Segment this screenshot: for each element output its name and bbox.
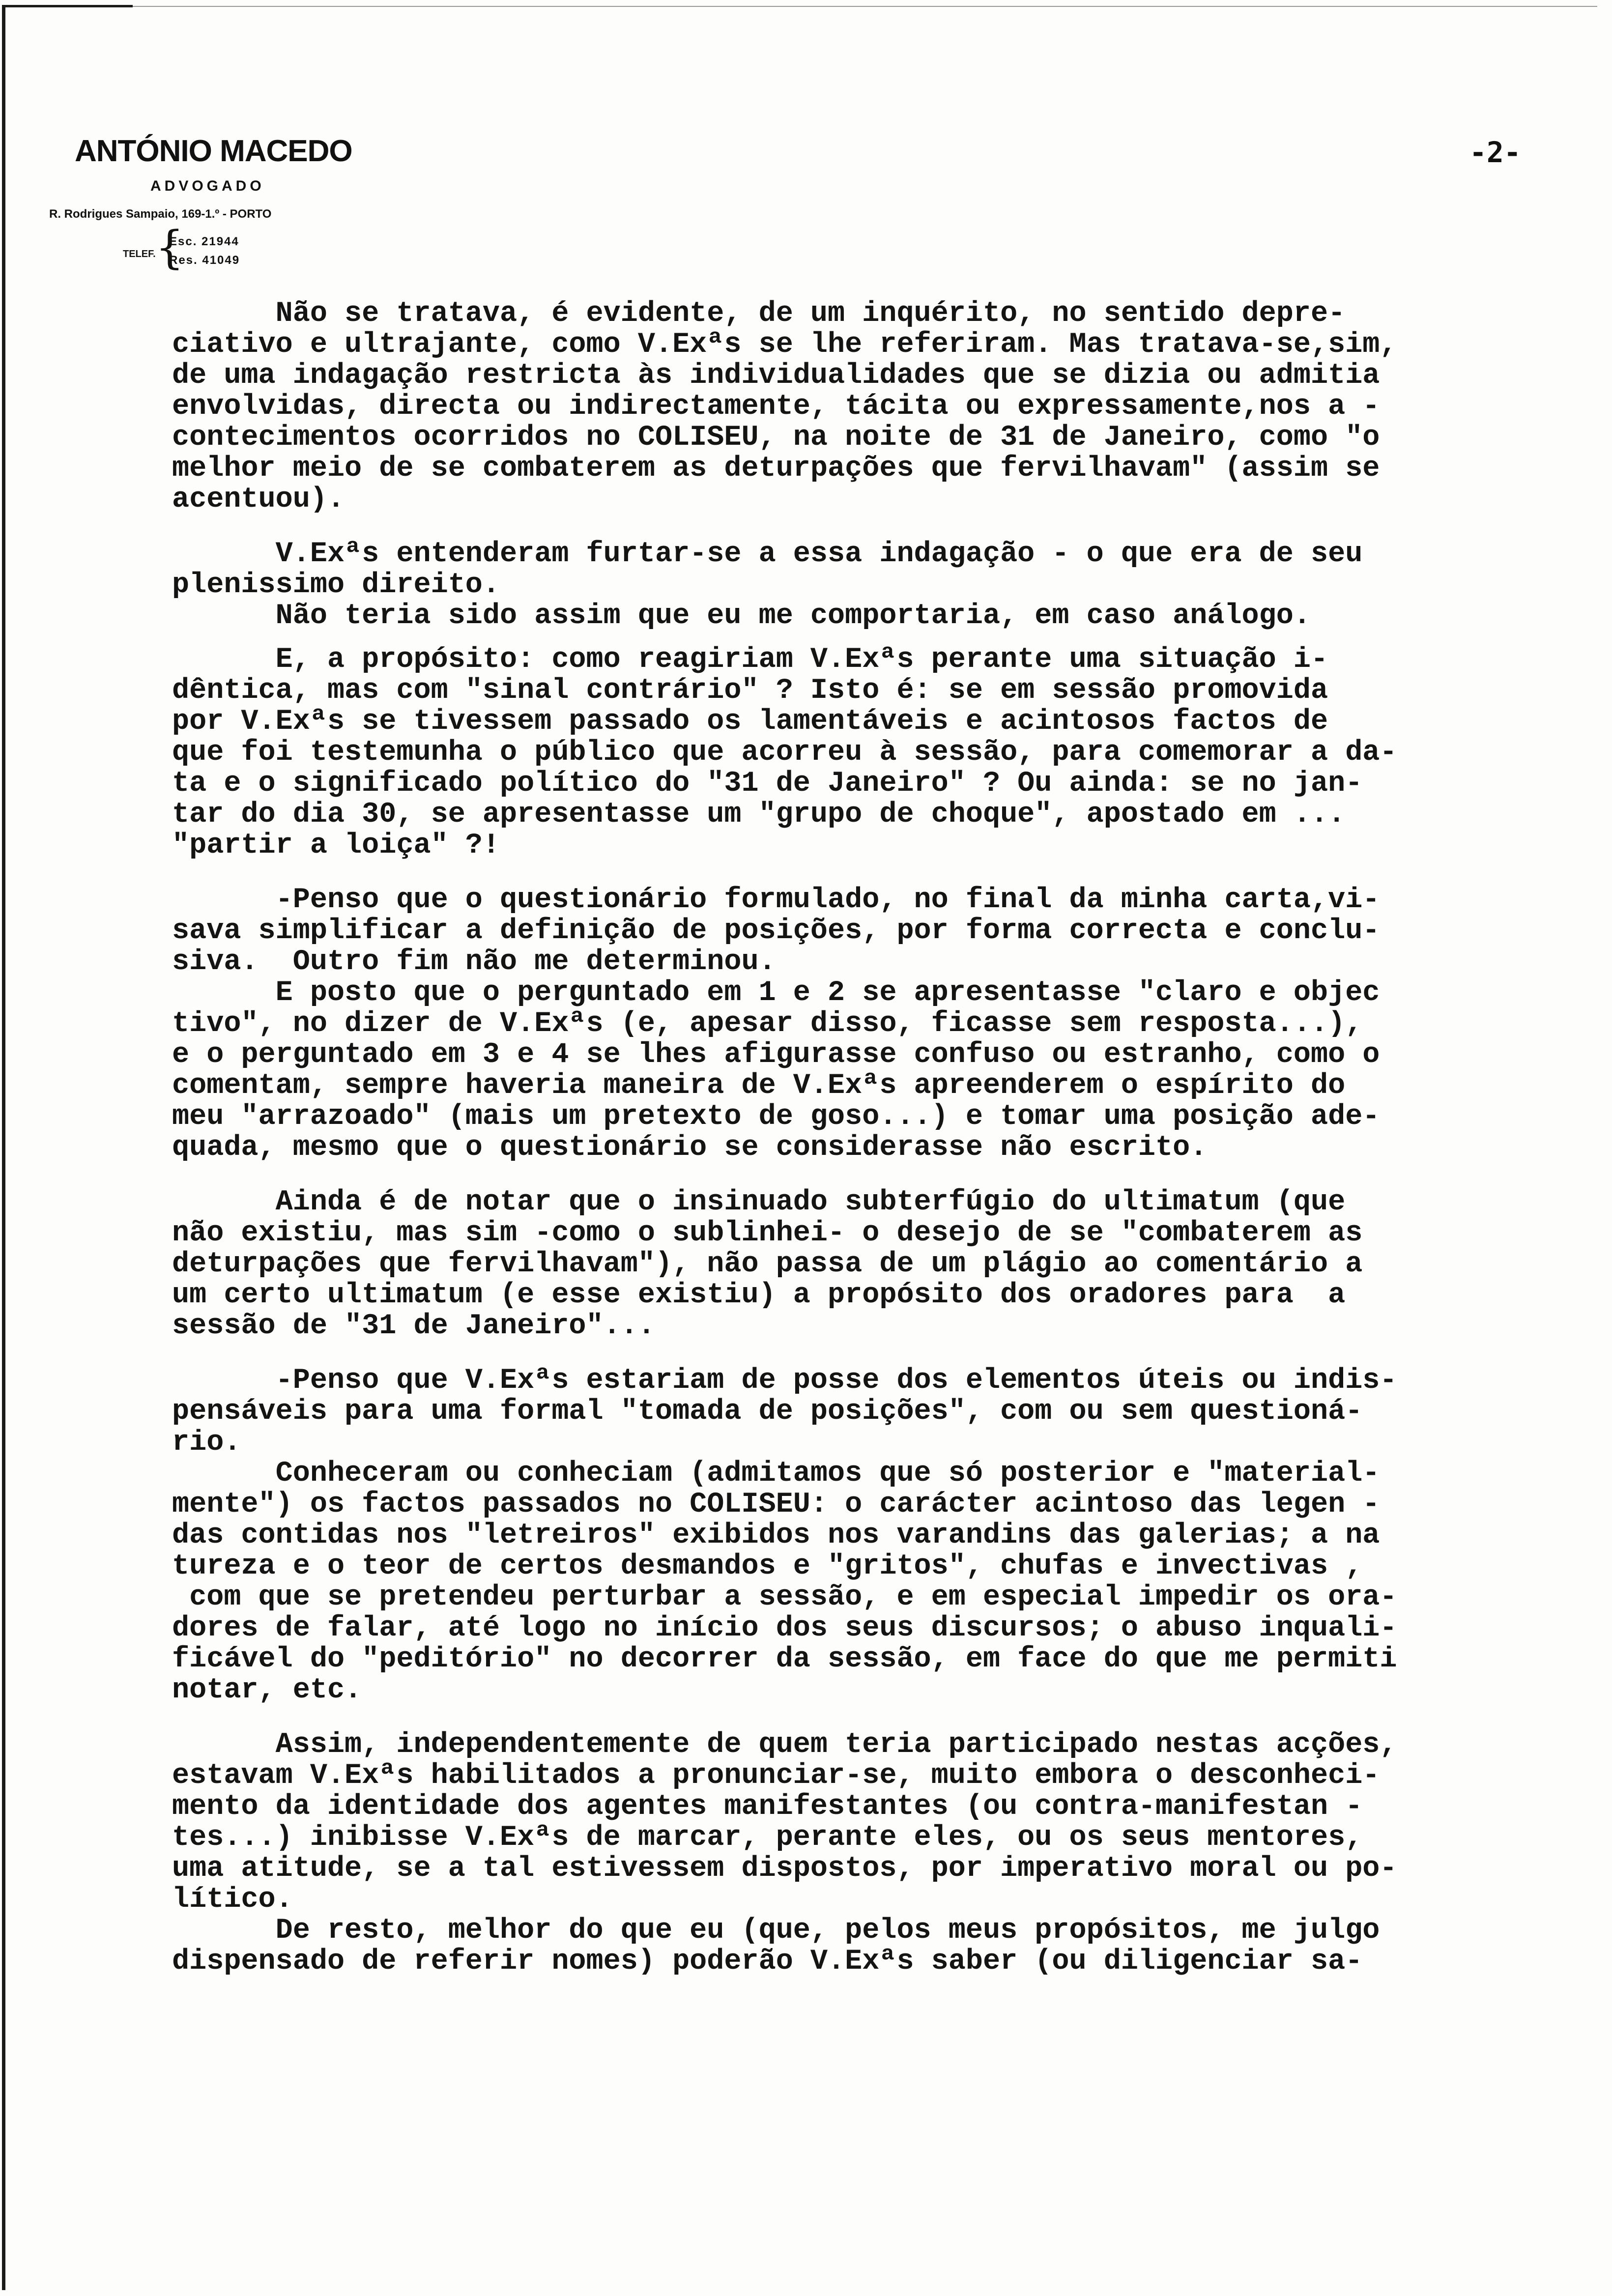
text-line: E, a propósito: como reagiriam V.Exªs perante uma situação i- (172, 643, 1328, 676)
page-edge-top (5, 5, 133, 7)
text-line: das contidas nos "letreiros" exibidos nos varandins das galerias; a na (172, 1519, 1380, 1551)
text-line: dispensado de referir nomes) poderão V.Exªs saber (ou diligenciar sa- (172, 1945, 1363, 1978)
text-line: -Penso que o questionário formulado, no final da minha carta,vi- (172, 883, 1380, 916)
page-number: -2- (1469, 136, 1521, 169)
text-line: tes...) inibisse V.Exªs de marcar, perante eles, ou os seus mentores, (172, 1821, 1363, 1854)
text-line: tar do dia 30, se apresentasse um "grupo de choque", apostado em ... (172, 798, 1346, 831)
text-line: dores de falar, até logo no início dos seus discursos; o abuso inquali- (172, 1611, 1397, 1644)
text-line: plenissimo direito. (172, 568, 500, 601)
letterhead-address: R. Rodrigues Sampaio, 169-1.º - PORTO (49, 207, 272, 221)
text-line: contecimentos ocorridos no COLISEU, na noite de 31 de Janeiro, como "o (172, 421, 1380, 454)
paragraph-spacer (172, 1705, 1583, 1729)
text-line: ciativo e ultrajante, como V.Exªs se lhe referiram. Mas tratava-se,sim, (172, 328, 1397, 361)
text-line: que foi testemunha o público que acorreu à sessão, para comemorar a da- (172, 736, 1397, 769)
text-line: acentuou). (172, 483, 345, 516)
letterhead-tel-office: Esc. 21944 (169, 235, 239, 248)
letterhead-tel-home: Res. 41049 (169, 254, 240, 267)
text-line: estavam V.Exªs habilitados a pronunciar-se, muito embora o desconheci- (172, 1759, 1380, 1792)
text-line: envolvidas, directa ou indirectamente, tácita ou expressamente,nos a - (172, 390, 1380, 423)
paragraph (172, 884, 1583, 1163)
text-line: deturpações que fervilhavam"), não passa de um plágio ao comentário a (172, 1247, 1363, 1280)
text-line: uma atitude, se a tal estivessem dispostos, por imperativo moral ou po- (172, 1852, 1397, 1885)
letter-body (172, 298, 1583, 1977)
text-line: sava simplificar a definição de posições, por forma correcta e conclu- (172, 914, 1380, 947)
brace-glyph: { (155, 221, 184, 274)
text-line: Não teria sido assim que eu me comportaria, em caso análogo. (172, 599, 1311, 632)
text-line: Ainda é de notar que o insinuado subterfúgio do ultimatum (que (172, 1185, 1346, 1218)
paragraph-spacer (172, 515, 1583, 538)
paragraph (172, 298, 1583, 515)
text-line: siva. Outro fim não me determinou. (172, 945, 776, 978)
text-line: dêntica, mas com "sinal contrário" ? Isto é: se em sessão promovida (172, 674, 1328, 707)
letterhead-tel-label: TELEF. (123, 249, 156, 259)
paragraph (172, 1186, 1583, 1341)
text-line: com que se pretendeu perturbar a sessão, e em especial impedir os ora- (172, 1580, 1397, 1613)
text-line: ficável do "peditório" no decorrer da sessão, em face do que me permiti (172, 1642, 1397, 1675)
text-line: e o perguntado em 3 e 4 se lhes afigurasse confuso ou estranho, como o (172, 1038, 1380, 1071)
text-line: E posto que o perguntado em 1 e 2 se apresentasse "claro e objec (172, 976, 1380, 1009)
page-edge-left (2, 5, 5, 2290)
text-line: de uma indagação restricta às individualidades que se dizia ou admitia (172, 359, 1380, 392)
text-line: comentam, sempre haveria maneira de V.Exªs apreenderem o espírito do (172, 1069, 1346, 1102)
text-line: por V.Exªs se tivessem passado os lamentáveis e acintosos factos de (172, 705, 1328, 738)
text-line: Conheceram ou conheciam (admitamos que só posterior e "material- (172, 1457, 1380, 1490)
letterhead-role: ADVOGADO (150, 178, 265, 194)
paragraph-spacer (172, 631, 1583, 644)
text-line: tivo", no dizer de V.Exªs (e, apesar disso, ficasse sem resposta...), (172, 1007, 1363, 1040)
text-line: Assim, independentemente de quem teria participado nestas acções, (172, 1728, 1397, 1761)
text-line: pensáveis para uma formal "tomada de posições", com ou sem questioná- (172, 1395, 1363, 1428)
text-line: melhor meio de se combaterem as deturpações que fervilhavam" (assim se (172, 452, 1380, 485)
text-line: De resto, melhor do que eu (que, pelos meus propósitos, me julgo (172, 1914, 1380, 1947)
paragraph-spacer (172, 1163, 1583, 1186)
paragraph (172, 1365, 1583, 1705)
text-line: lítico. (172, 1883, 293, 1916)
text-line: ta e o significado político do "31 de Janeiro" ? Ou ainda: se no jan- (172, 767, 1363, 800)
text-line: Não se tratava, é evidente, de um inquérito, no sentido depre- (172, 297, 1346, 330)
paragraph-spacer (172, 1341, 1583, 1365)
paragraph (172, 644, 1583, 861)
paragraph (172, 538, 1583, 631)
text-line: quada, mesmo que o questionário se considerasse não escrito. (172, 1131, 1208, 1164)
letterhead-name: ANTÓNIO MACEDO (75, 134, 352, 168)
text-line: notar, etc. (172, 1673, 362, 1706)
text-line: -Penso que V.Exªs estariam de posse dos elementos úteis ou indis- (172, 1364, 1397, 1397)
text-line: V.Exªs entenderam furtar-se a essa indagação - o que era de seu (172, 537, 1363, 570)
paragraph-spacer (172, 861, 1583, 884)
text-line: sessão de "31 de Janeiro"... (172, 1309, 655, 1342)
page-edge-top-faint (133, 6, 1597, 7)
text-line: não existiu, mas sim -como o sublinhei- o desejo de se "combaterem as (172, 1216, 1363, 1249)
paragraph (172, 1729, 1583, 1977)
text-line: mente") os factos passados no COLISEU: o carácter acintoso das legen - (172, 1488, 1380, 1521)
text-line: mento da identidade dos agentes manifestantes (ou contra-manifestan - (172, 1790, 1363, 1823)
text-line: "partir a loiça" ?! (172, 829, 500, 861)
text-line: meu "arrazoado" (mais um pretexto de goso...) e tomar uma posição ade- (172, 1100, 1380, 1133)
text-line: rio. (172, 1426, 241, 1459)
text-line: um certo ultimatum (e esse existiu) a propósito dos oradores para a (172, 1278, 1346, 1311)
text-line: tureza e o teor de certos desmandos e "gritos", chufas e invectivas , (172, 1550, 1363, 1582)
